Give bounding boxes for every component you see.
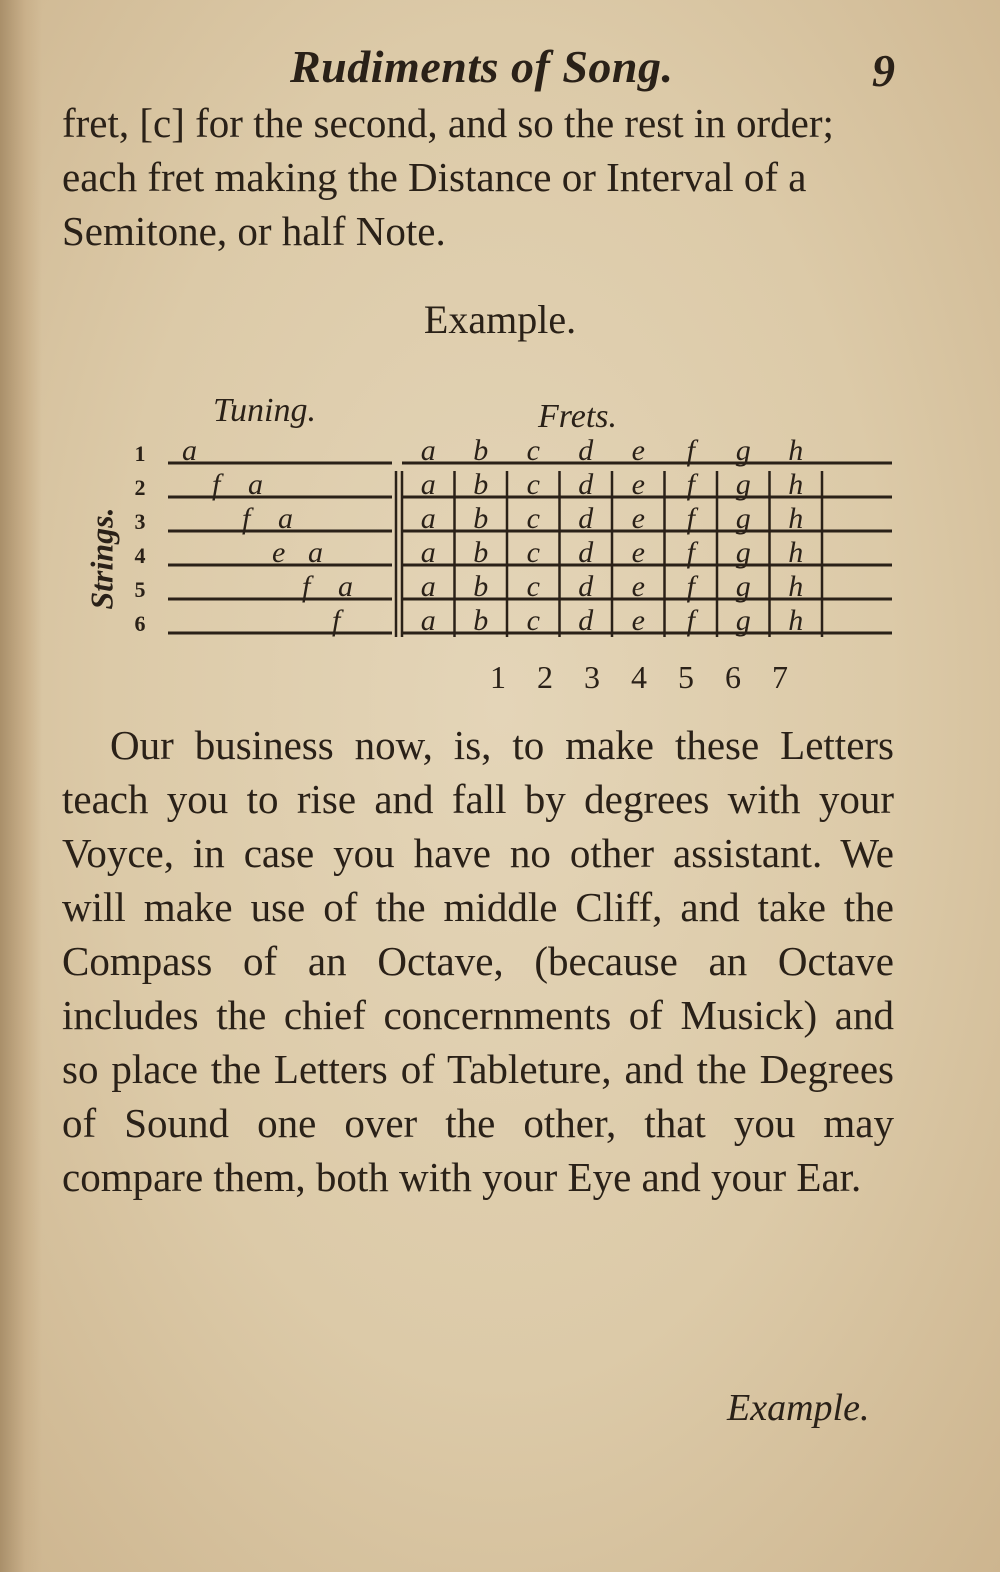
fret-number: 4 <box>631 659 647 695</box>
fret-letter: h <box>788 468 804 501</box>
fret-letter: f <box>686 434 695 467</box>
tuning-letter: e <box>272 536 286 569</box>
fret-letter: f <box>686 536 695 569</box>
fret-letter: g <box>735 434 751 467</box>
tuning-letter: f <box>212 468 221 501</box>
fret-letter: a <box>420 434 436 467</box>
fret-letter: b <box>473 604 489 637</box>
fret-letter: b <box>473 434 489 467</box>
fret-letter: d <box>578 536 594 569</box>
string-number: 5 <box>134 577 146 602</box>
fret-letter: d <box>578 604 594 637</box>
fret-letter: e <box>631 536 645 569</box>
fret-letter: e <box>631 434 645 467</box>
tuning-letter: f <box>302 570 311 603</box>
page-number: 9 <box>872 45 895 96</box>
string-number: 4 <box>134 543 146 568</box>
fret-letter: d <box>578 502 594 535</box>
tuning-letter: a <box>308 536 323 569</box>
fret-letter: e <box>631 570 645 603</box>
fret-letter: f <box>686 570 695 603</box>
intro-text: fret, [c] for the second, and so the rest in order; each fret making the Distance or Interval of a Semitone, or half Note. <box>62 100 834 254</box>
fret-letter: d <box>578 468 594 501</box>
fret-letter: g <box>735 468 751 501</box>
tuning-letter: a <box>182 434 197 467</box>
fret-number: 7 <box>772 659 788 695</box>
fret-letter: a <box>420 502 436 535</box>
tuning-letter: a <box>278 502 293 535</box>
fret-letter: g <box>735 536 751 569</box>
running-title: Rudiments of Song. <box>290 41 674 92</box>
fret-letter: d <box>578 434 594 467</box>
fret-letter: d <box>578 570 594 603</box>
fret-letter: c <box>526 604 540 637</box>
fret-letter: c <box>526 536 540 569</box>
fret-letter: e <box>631 604 645 637</box>
fret-letter: h <box>788 604 804 637</box>
fret-letter: e <box>631 468 645 501</box>
string-number: 3 <box>134 509 146 534</box>
fret-letter: f <box>686 604 695 637</box>
catchword: Example. <box>727 1387 870 1429</box>
fret-number: 2 <box>537 659 553 695</box>
fret-letter: f <box>686 502 695 535</box>
fret-letter: b <box>473 468 489 501</box>
fret-number: 6 <box>725 659 741 695</box>
tuning-letter: f <box>332 604 341 637</box>
fret-letter: c <box>526 570 540 603</box>
tuning-letter: f <box>242 502 251 535</box>
fret-letter: h <box>788 570 804 603</box>
fret-letter: h <box>788 502 804 535</box>
fret-letter: h <box>788 434 804 467</box>
fret-letter: b <box>473 536 489 569</box>
string-number: 6 <box>134 611 146 636</box>
fret-letter: a <box>420 570 436 603</box>
fret-letter: a <box>420 536 436 569</box>
frets-label: Frets. <box>538 398 618 435</box>
string-number: 2 <box>134 475 146 500</box>
strings-label: Strings. <box>83 507 120 610</box>
example-heading: Example. <box>423 297 577 342</box>
fret-letter: b <box>473 570 489 603</box>
fret-letter: f <box>686 468 695 501</box>
fret-letter: b <box>473 502 489 535</box>
fret-letter: c <box>526 502 540 535</box>
fret-letter: a <box>420 604 436 637</box>
tuning-label: Tuning. <box>213 392 316 429</box>
fret-number: 3 <box>584 659 600 695</box>
tuning-letter: a <box>248 468 263 501</box>
fret-letter: c <box>526 434 540 467</box>
fret-number: 1 <box>490 659 506 695</box>
fret-letter: h <box>788 536 804 569</box>
body-text: Our business now, is, to make these Letters teach you to rise and fall by degrees with your Voyce, in case you have no other assistant. We will make use of the middle Cliff, and take the Compass of an Octave, (because an Octave includes the chief concernments of Musick) and so place the Letters of Tableture, and the Degrees of Sound one over the other, that you may compare them, both with your Eye and your Ear. <box>62 722 894 1200</box>
body-paragraph <box>62 718 894 1204</box>
fret-letter: g <box>735 570 751 603</box>
fret-letter: g <box>735 604 751 637</box>
fret-letter: e <box>631 502 645 535</box>
fret-number: 5 <box>678 659 694 695</box>
fret-letter: a <box>420 468 436 501</box>
fret-letter: c <box>526 468 540 501</box>
string-number: 1 <box>134 441 146 466</box>
tuning-letter: a <box>338 570 353 603</box>
fret-letter: g <box>735 502 751 535</box>
